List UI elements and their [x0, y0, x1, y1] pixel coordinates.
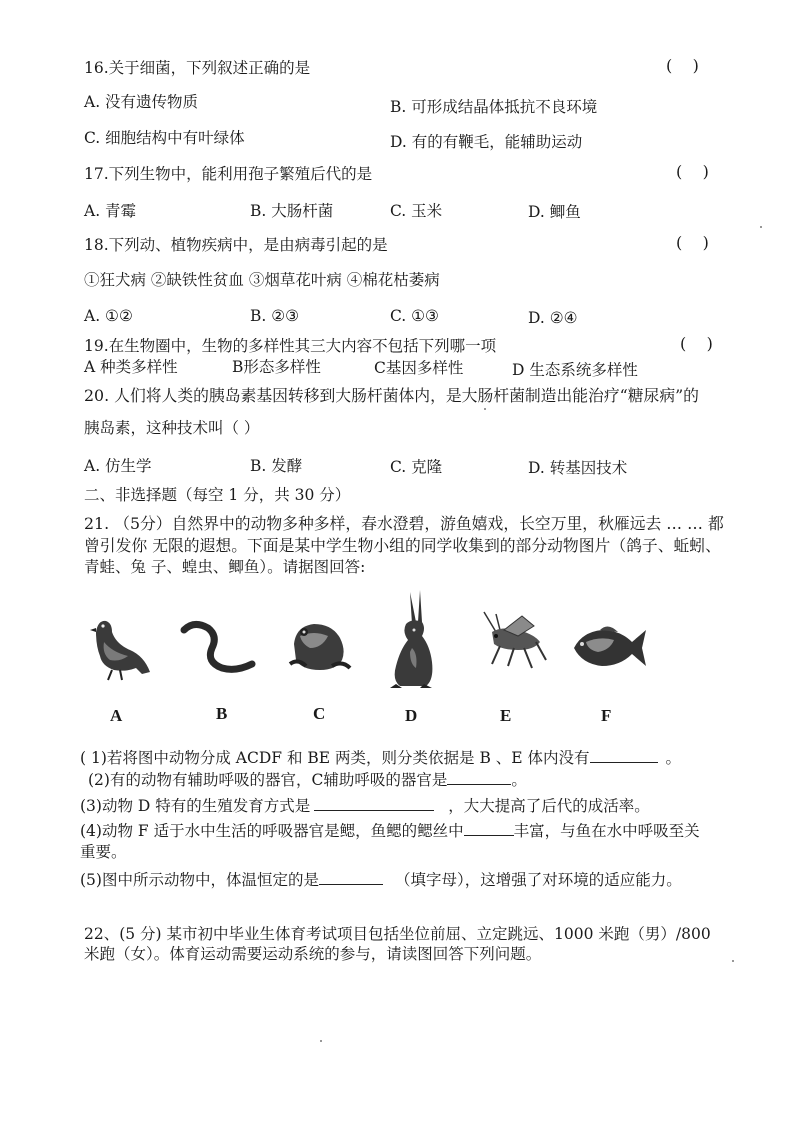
- q21-sub3-text: (3)动物 D 特有的生殖发育方式是: [80, 797, 311, 815]
- q17-answer-paren: ( ): [676, 162, 709, 181]
- q21-sub1-text: ( 1)若将图中动物分成 ACDF 和 BE 两类，则分类依据是 B 、E 体内没有: [80, 749, 590, 767]
- figure-label-d: D: [405, 706, 418, 725]
- q16-answer-paren: ( ): [666, 56, 699, 75]
- q21-sub4-blank[interactable]: [464, 821, 514, 836]
- q21-sub1: [80, 748, 681, 768]
- q21-line3: 青蛙、兔 子、蝗虫、鲫鱼）。请据图回答:: [84, 558, 366, 576]
- q21-sub2-end: 。: [511, 771, 527, 789]
- q17-option-c: C. 玉米: [390, 202, 443, 220]
- q21-sub5: [80, 870, 682, 890]
- q20-option-b: B. 发酵: [250, 457, 303, 475]
- q21-line1: 21. （5分）自然界中的动物多种多样，春水澄碧，游鱼嬉戏，长空万里，秋雁远去 … … 都: [84, 514, 724, 533]
- q21-sub2: [88, 770, 527, 790]
- q18-option-c: C. ①③: [390, 307, 439, 325]
- q21-line2: 曾引发你 无限的遐想。下面是某中学生物小组的同学收集到的部分动物图片（鸽子、蚯蚓、: [84, 536, 721, 555]
- q18-stem: 18.下列动、植物疾病中，是由病毒引起的是: [84, 236, 388, 254]
- q16-stem: 16.关于细菌，下列叙述正确的是: [84, 59, 311, 77]
- q19-option-d: D 生态系统多样性: [512, 361, 638, 379]
- scan-speck: [760, 226, 762, 228]
- q19-option-b: B形态多样性: [232, 358, 321, 376]
- pigeon-image: [82, 612, 154, 682]
- q20-stem-line2: 胰岛素，这种技术叫（ ）: [84, 419, 260, 437]
- q20-option-c: C. 克隆: [390, 458, 443, 476]
- rabbit-image: [382, 588, 448, 692]
- scan-speck: [732, 960, 734, 962]
- q19-stem: 19.在生物圈中，生物的多样性其三大内容不包括下列哪一项: [84, 337, 497, 355]
- q17-option-a: A. 青霉: [84, 202, 137, 220]
- q19-option-c: C基因多样性: [374, 359, 464, 377]
- fish-image: [570, 622, 650, 674]
- q20-option-d: D. 转基因技术: [528, 459, 628, 477]
- q18-items: ①狂犬病 ②缺铁性贫血 ③烟草花叶病 ④棉花枯萎病: [84, 271, 440, 289]
- q21-sub5-end: （填字母），这增强了对环境的适应能力。: [394, 871, 682, 889]
- q22-line2: 米跑（女）。体育运动需要运动系统的参与，请读图回答下列问题。: [84, 945, 542, 963]
- q16-option-a: A. 没有遗传物质: [84, 93, 199, 111]
- q21-sub1-blank[interactable]: [590, 748, 658, 763]
- q21-sub2-text: (2)有的动物有辅助呼吸的器官，C辅助呼吸的器官是: [88, 771, 448, 789]
- frog-image: [286, 614, 352, 674]
- q19-answer-paren: ( ): [680, 334, 713, 353]
- q17-option-d: D. 鲫鱼: [528, 203, 581, 221]
- q21-sub2-blank[interactable]: [447, 770, 511, 785]
- q17-option-b: B. 大肠杆菌: [250, 202, 334, 220]
- q16-option-b: B. 可形成结晶体抵抗不良环境: [390, 98, 598, 116]
- animal-figure: [82, 588, 642, 728]
- q21-sub3-blank[interactable]: [314, 796, 434, 811]
- q21-sub4-end: 丰富，与鱼在水中呼吸至关: [513, 822, 700, 840]
- q21-sub4: [80, 821, 700, 841]
- q18-option-a: A. ①②: [84, 307, 133, 325]
- earthworm-image: [178, 618, 258, 678]
- q21-sub3-end: ，大大提高了后代的成活率。: [448, 797, 650, 815]
- q16-option-c: C. 细胞结构中有叶绿体: [84, 129, 245, 147]
- q22-line1: 22、(5 分) 某市初中毕业生体育考试项目包括坐位前屈、立定跳远、1000 米跑（男）/800: [84, 925, 711, 943]
- scan-speck: [320, 1040, 322, 1042]
- locust-image: [474, 608, 548, 672]
- section-heading: 二、非选择题（每空 1 分，共 30 分）: [84, 486, 351, 504]
- scan-speck: [484, 408, 486, 410]
- figure-label-e: E: [500, 706, 512, 725]
- q21-sub4-text: (4)动物 F 适于水中生活的呼吸器官是鳃，鱼鳃的鳃丝中: [80, 822, 464, 840]
- q21-sub5-blank[interactable]: [319, 870, 383, 885]
- figure-label-c: C: [313, 704, 326, 723]
- figure-label-f: F: [601, 706, 612, 725]
- q21-sub1-end: 。: [665, 749, 682, 767]
- q20-stem-line1: 20. 人们将人类的胰岛素基因转移到大肠杆菌体内，是大肠杆菌制造出能治疗“糖尿病”的: [84, 386, 699, 405]
- q21-sub4-line2: 重要。: [80, 843, 127, 861]
- q18-answer-paren: ( ): [676, 233, 709, 252]
- q21-sub5-text: (5)图中所示动物中，体温恒定的是: [80, 871, 319, 889]
- q20-option-a: A. 仿生学: [84, 457, 152, 475]
- q21-sub3: [80, 796, 650, 816]
- q18-option-d: D. ②④: [528, 309, 578, 327]
- q18-option-b: B. ②③: [250, 307, 300, 325]
- figure-label-b: B: [216, 704, 228, 723]
- q17-stem: 17.下列生物中，能利用孢子繁殖后代的是: [84, 165, 373, 183]
- figure-label-a: A: [110, 706, 123, 725]
- q19-option-a: A 种类多样性: [84, 358, 178, 376]
- q16-option-d: D. 有的有鞭毛，能辅助运动: [390, 133, 583, 151]
